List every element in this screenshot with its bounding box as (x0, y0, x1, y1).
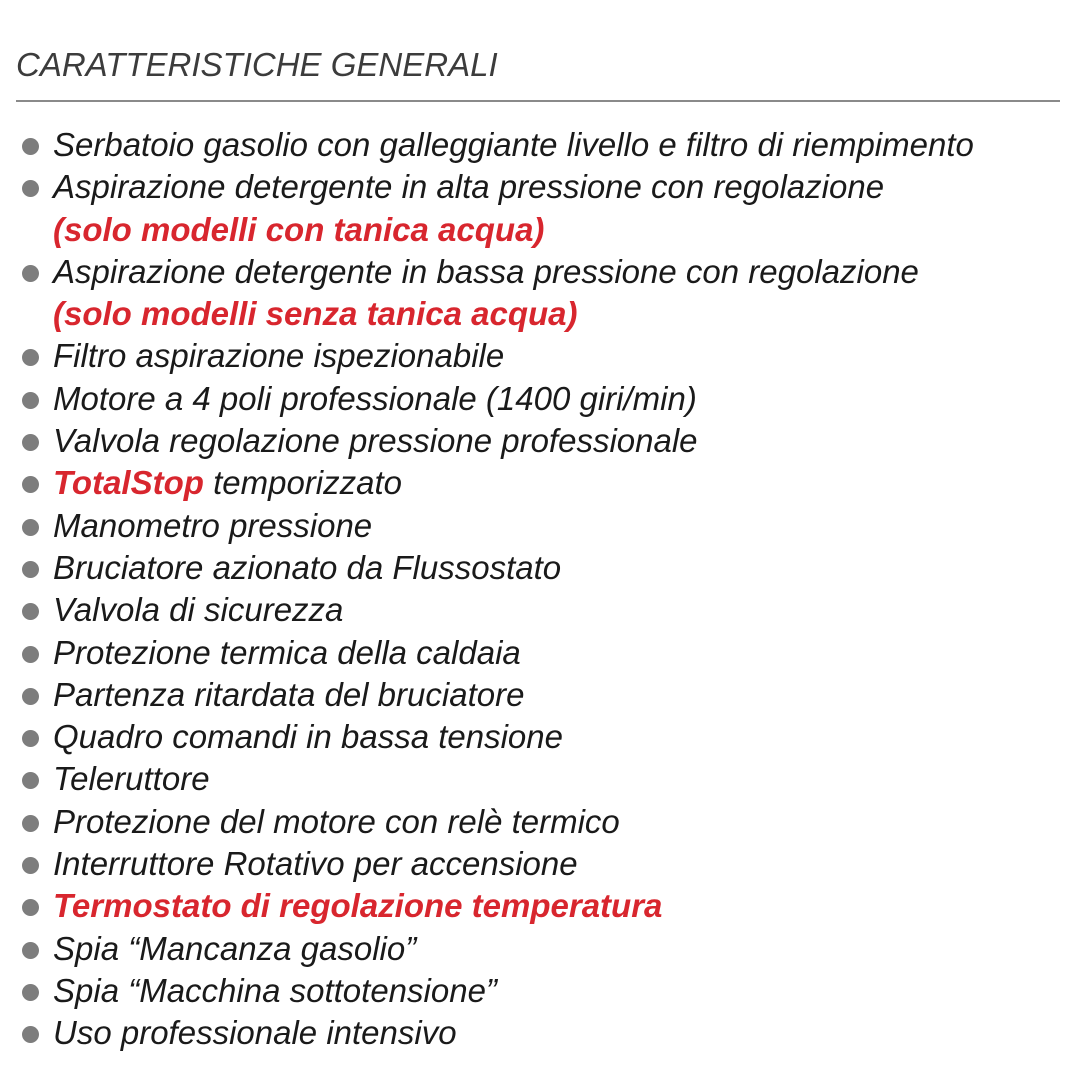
bullet-icon (22, 772, 39, 789)
list-item (0, 674, 1080, 716)
bullet-icon (22, 138, 39, 155)
bullet-icon (22, 392, 39, 409)
item-text: Aspirazione detergente in alta pressione con regolazione (53, 168, 885, 206)
bullet-icon (22, 688, 39, 705)
list-item (0, 124, 1080, 166)
item-text: Spia “Macchina sottotensione” (53, 971, 497, 1009)
list-item (0, 547, 1080, 589)
item-text: Aspirazione detergente in bassa pressione con regolazione (53, 252, 919, 290)
list-item (0, 758, 1080, 800)
list-item (0, 251, 1080, 336)
bullet-icon (22, 434, 39, 451)
list-item (0, 1012, 1080, 1054)
title-divider (16, 100, 1060, 102)
item-text: Manometro pressione (53, 506, 373, 544)
item-text: Quadro comandi in bassa tensione (53, 718, 563, 756)
bullet-icon (22, 942, 39, 959)
item-note: (solo modelli senza tanica acqua) (53, 295, 578, 333)
item-note: (solo modelli con tanica acqua) (53, 210, 545, 248)
item-text: Bruciatore azionato da Flussostato (53, 548, 562, 586)
list-item (0, 589, 1080, 631)
section-title: CARATTERISTICHE GENERALI (16, 46, 498, 83)
item-text: Protezione del motore con relè termico (53, 802, 620, 840)
list-item (0, 716, 1080, 758)
item-text: Valvola regolazione pressione professionale (53, 422, 698, 460)
list-item (0, 420, 1080, 462)
item-text: Protezione termica della caldaia (53, 633, 521, 671)
item-text: Serbatoio gasolio con galleggiante livello e filtro di riempimento (53, 126, 974, 163)
bullet-icon (22, 1026, 39, 1043)
bullet-icon (22, 730, 39, 747)
item-text: Filtro aspirazione ispezionabile (53, 337, 505, 375)
list-item (0, 505, 1080, 547)
bullet-icon (22, 180, 39, 197)
item-text: temporizzato (203, 464, 403, 502)
list-item (0, 843, 1080, 885)
bullet-icon (22, 899, 39, 916)
list-item (0, 632, 1080, 674)
bullet-icon (22, 984, 39, 1001)
list-item (0, 801, 1080, 843)
item-text: Teleruttore (53, 760, 210, 798)
bullet-icon (22, 349, 39, 366)
item-text: Valvola di sicurezza (53, 591, 344, 629)
item-highlight: Termostato di regolazione temperatura (53, 887, 663, 925)
bullet-icon (22, 519, 39, 536)
list-item (0, 378, 1080, 420)
list-item (0, 462, 1080, 504)
bullet-icon (22, 561, 39, 578)
bullet-icon (22, 857, 39, 874)
bullet-icon (22, 603, 39, 620)
bullet-icon (22, 646, 39, 663)
item-text: Uso professionale intensivo (53, 1014, 457, 1052)
list-item (0, 885, 1080, 927)
item-text: Spia “Mancanza gasolio” (53, 929, 417, 967)
bullet-icon (22, 476, 39, 493)
list-item (0, 970, 1080, 1012)
item-text: Motore a 4 poli professionale (1400 giri/min) (53, 379, 697, 417)
item-text: Partenza ritardata del bruciatore (53, 675, 525, 713)
list-item (0, 928, 1080, 970)
list-item (0, 166, 1080, 251)
item-text: Interruttore Rotativo per accensione (53, 845, 578, 883)
item-highlight: TotalStop (53, 464, 204, 502)
bullet-icon (22, 815, 39, 832)
list-item (0, 335, 1080, 377)
feature-list (0, 124, 1080, 1055)
bullet-icon (22, 265, 39, 282)
